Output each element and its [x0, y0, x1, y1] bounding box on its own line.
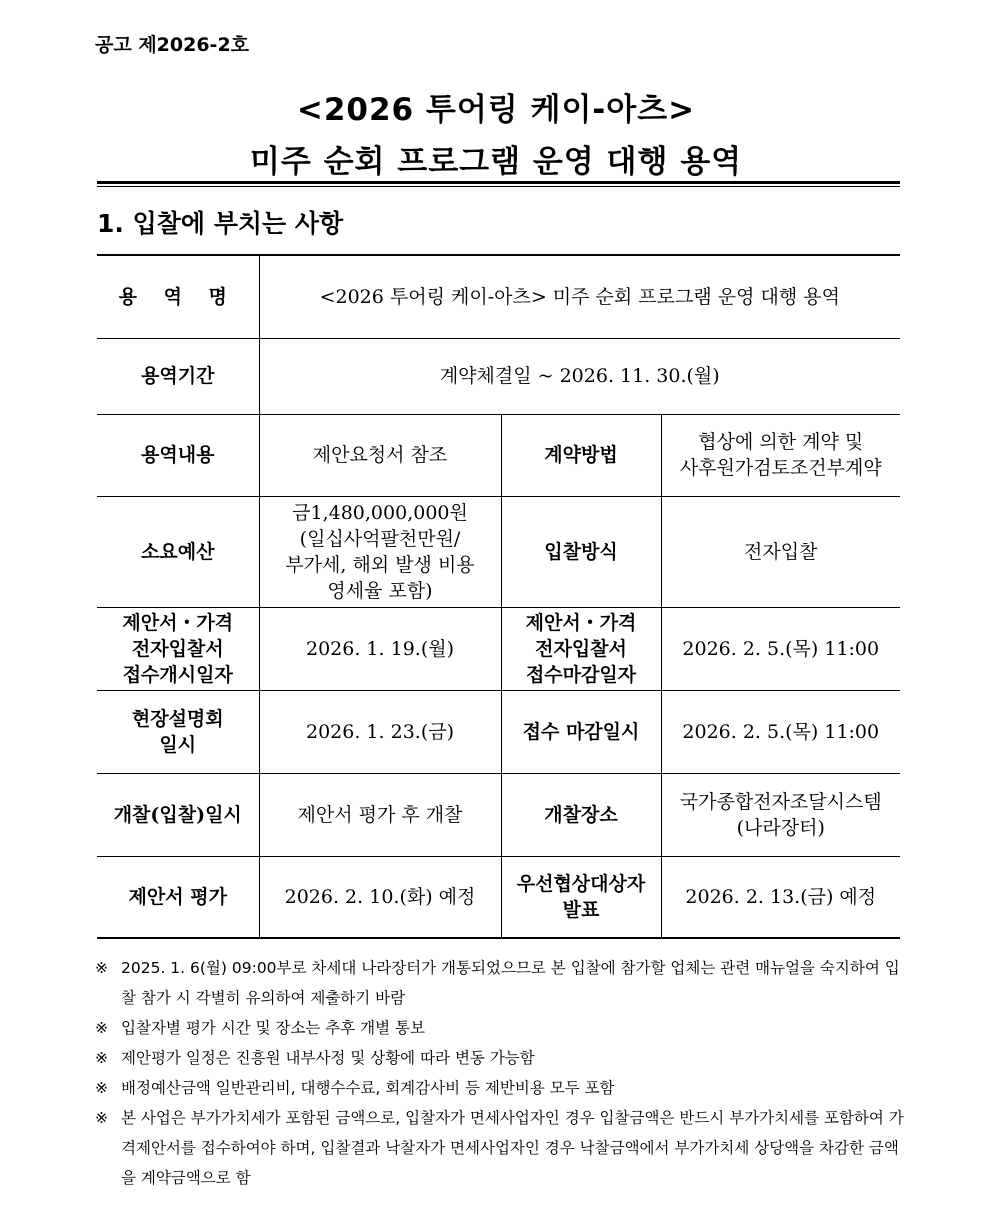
content-label: 용역내용 — [97, 414, 259, 496]
opening-place-label: 개찰장소 — [501, 773, 661, 856]
note-text: 입찰자별 평가 시간 및 장소는 추후 개별 통보 — [121, 1019, 426, 1037]
note-mark: ※ — [95, 959, 108, 977]
period-value: 계약체결일 ~ 2026. 11. 30.(월) — [259, 338, 900, 414]
note-text: 2025. 1. 6(월) 09:00부로 차세대 나라장터가 개통되었으므로 본 입찰에 참가할 업체는 관련 매뉴얼을 숙지하여 입찰 참가 시 각별히 유의하여 제출하기 바람 — [121, 959, 900, 1007]
note-item — [95, 1013, 905, 1043]
priority-label: 우선협상대상자 발표 — [501, 856, 661, 938]
note-text: 배정예산금액 일반관리비, 대행수수료, 회계감사비 등 제반비용 모두 포함 — [121, 1079, 615, 1097]
period-label: 용역기간 — [97, 338, 259, 414]
table-row — [97, 773, 900, 856]
service-name-value: <2026 투어링 케이-아츠> 미주 순회 프로그램 운영 대행 용역 — [259, 255, 900, 338]
table-row — [97, 255, 900, 338]
briefing-label: 현장설명회 일시 — [97, 690, 259, 773]
bid-method-label: 입찰방식 — [501, 496, 661, 607]
bid-method-value: 전자입찰 — [661, 496, 900, 607]
close-date-value: 2026. 2. 5.(목) 11:00 — [661, 607, 900, 690]
briefing-value: 2026. 1. 23.(금) — [259, 690, 501, 773]
table-row — [97, 338, 900, 414]
table-row — [97, 496, 900, 607]
service-name-label: 용 역 명 — [97, 255, 259, 338]
title-rule-thin — [97, 186, 900, 187]
deadline-label: 접수 마감일시 — [501, 690, 661, 773]
note-item — [95, 1073, 905, 1103]
open-date-label: 제안서・가격 전자입찰서 접수개시일자 — [97, 607, 259, 690]
title-line-2: 미주 순회 프로그램 운영 대행 용역 — [249, 144, 743, 180]
budget-label: 소요예산 — [97, 496, 259, 607]
contract-method-label: 계약방법 — [501, 414, 661, 496]
section-heading: 1. 입찰에 부치는 사항 — [97, 209, 344, 238]
evaluation-label: 제안서 평가 — [97, 856, 259, 938]
deadline-value: 2026. 2. 5.(목) 11:00 — [661, 690, 900, 773]
note-mark: ※ — [95, 1019, 108, 1037]
notes-list — [95, 953, 905, 1193]
title-line-1: <2026 투어링 케이-아츠> — [296, 92, 696, 128]
note-mark: ※ — [95, 1109, 108, 1127]
contract-method-value: 협상에 의한 계약 및 사후원가검토조건부계약 — [661, 414, 900, 496]
close-date-label: 제안서・가격 전자입찰서 접수마감일자 — [501, 607, 661, 690]
open-date-value: 2026. 1. 19.(월) — [259, 607, 501, 690]
content-value: 제안요청서 참조 — [259, 414, 501, 496]
opening-label: 개찰(입찰)일시 — [97, 773, 259, 856]
table-row — [97, 856, 900, 938]
budget-value: 금1,480,000,000원 (일십사억팔천만원/ 부가세, 해외 발생 비용 영세율 포함) — [259, 496, 501, 607]
bid-info-table — [97, 254, 900, 939]
table-row — [97, 690, 900, 773]
note-text: 본 사업은 부가가치세가 포함된 금액으로, 입찰자가 면세사업자인 경우 입찰금액은 반드시 부가가치세를 포함하여 가격제안서를 접수하여야 하며, 입찰결과 낙찰자가 면세사업자인 경우 낙찰금액에서 부가가치세 상당액을 차감한 금액을 계약금액으로 함 — [121, 1109, 904, 1187]
note-item — [95, 953, 905, 1013]
table-row — [97, 607, 900, 690]
opening-place-value: 국가종합전자조달시스템 (나라장터) — [661, 773, 900, 856]
note-item — [95, 1103, 905, 1193]
title-rule-thick — [97, 181, 900, 184]
note-mark: ※ — [95, 1049, 108, 1067]
note-mark: ※ — [95, 1079, 108, 1097]
priority-value: 2026. 2. 13.(금) 예정 — [661, 856, 900, 938]
note-text: 제안평가 일정은 진흥원 내부사정 및 상황에 따라 변동 가능함 — [121, 1049, 535, 1067]
evaluation-value: 2026. 2. 10.(화) 예정 — [259, 856, 501, 938]
table-row — [97, 414, 900, 496]
opening-value: 제안서 평가 후 개찰 — [259, 773, 501, 856]
note-item — [95, 1043, 905, 1073]
notice-number: 공고 제2026-2호 — [95, 34, 250, 56]
